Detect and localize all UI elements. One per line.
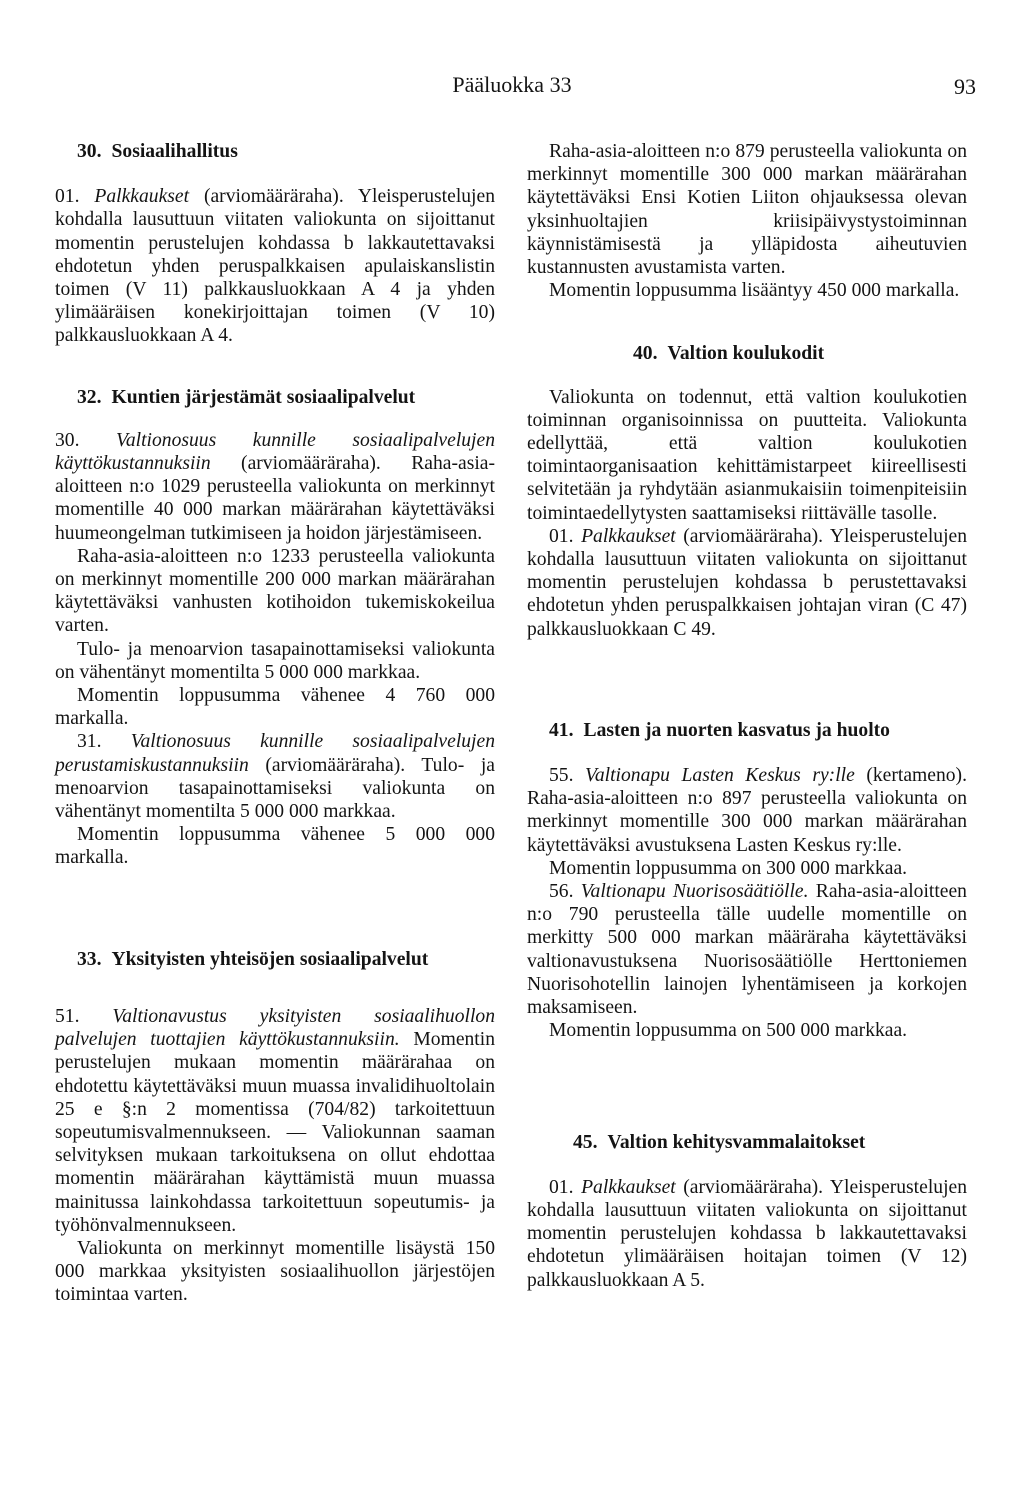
paragraph: Momentin loppusumma on 300 000 markkaa. <box>549 857 908 879</box>
running-title: Pääluokka 33 <box>452 72 572 97</box>
section-heading-40: 40. Valtion koulukodit <box>633 343 825 365</box>
section-heading-32: 32. Kuntien järjestämät sosiaalipalvelut <box>77 386 416 408</box>
section-heading-41: 41. Lasten ja nuorten kasvatus ja huolto <box>549 719 890 741</box>
moment-title: Palkkaukset <box>581 1176 676 1198</box>
section-heading-30: 30. Sosiaalihallitus <box>77 141 238 162</box>
moment-title: Valtionosuus kunnille sosiaalipalvelujen perustamiskustannuksiin <box>55 731 495 776</box>
moment-title: Palkkaukset <box>581 525 676 547</box>
section-heading-45: 45. Valtion kehitysvammalaitokset <box>573 1131 866 1153</box>
paragraph: Valiokunta on merkinnyt momentille lisäystä 150 000 markkaa yksityisten sosiaalihuollon järjestöjen toimintaa varten. <box>55 1237 495 1306</box>
paragraph: Momentin loppusumma vähenee 5 000 000 markalla. <box>55 824 495 869</box>
paragraph: 01. Palkkaukset (arviomääräraha). Yleisperustelujen kohdalla lausuttuun viitaten valiokunta on sijoittanut momentin perustelujen kohdassa b lakkautettavaksi ehdotetun ylimääräisen hoitajan toimen (V 12) palkkausluokkaan A 5. <box>527 1176 968 1291</box>
page-number: 93 <box>954 74 976 99</box>
paragraph: Valiokunta on todennut, että valtion koulukotien toiminnan organisoinnissa on puutteita. Valiokunta edellyttää, että valtion koulukotien toimintaorganisaation kehittämistarpeet kiireellisesti selvitetään ja ryhdytään asianmukaisiin toimenpiteisiin toimintaedellytysten saattamiseksi riittävälle tasolle. <box>527 386 967 524</box>
moment-title: Palkkaukset <box>94 186 190 208</box>
left-column <box>55 140 495 1307</box>
paragraph: Raha-asia-aloitteen n:o 1233 perusteella valiokunta on merkinnyt momentille 200 000 markan määrärahan käytettäväksi vanhusten kotihoidon tukemiskokeilua varten. <box>55 545 495 637</box>
paragraph: Momentin loppusumma vähenee 4 760 000 markalla. <box>55 685 495 730</box>
right-column <box>527 140 967 1292</box>
paragraph: Tulo- ja menoarvion tasapainottamiseksi valiokunta on vähentänyt momentilta 5 000 000 markkaa. <box>55 638 495 683</box>
moment-title: Valtionosuus kunnille sosiaalipalvelujen käyttökustannuksiin <box>55 429 495 475</box>
moment-title: Valtionapu Nuorisosäätiölle. <box>580 881 809 903</box>
paragraph: 01. Palkkaukset (arviomääräraha). Yleisperustelujen kohdalla lausuttuun viitaten valiokunta on sijoittanut momentin perustelujen kohdassa b lakkautettavaksi ehdotetun yhden peruspalkkaisen apulaiskanslistin toimen (V 11) palkkausluokkaan A 4 ja yhden ylimääräisen konekirjoittajan toimen (V 10) palkkausluokkaan A 4. <box>55 186 495 347</box>
paragraph: 30. Valtionosuus kunnille sosiaalipalvelujen käyttökustannuksiin (arviomääräraha). Raha-asia-aloitteen n:o 1029 perusteella valiokunta on merkinnyt momentille 40 000 markan määrärahan käytettäväksi huumeongelman tutkimiseen ja hoidon järjestämiseen. <box>55 429 495 544</box>
page-header <box>0 72 1024 102</box>
paragraph: Momentin loppusumma on 500 000 markkaa. <box>549 1020 908 1042</box>
paragraph: 55. Valtionapu Lasten Keskus ry:lle (kertameno). Raha-asia-aloitteen n:o 897 perusteella valiokunta on merkinnyt momentille 300 000 markan määrärahan käytettäväksi avustuksena Lasten Keskus ry:lle. <box>527 765 967 856</box>
moment-title: Valtionavustus yksityisten sosiaalihuollon palvelujen tuottajien käyttökustannuksiin. <box>55 1005 495 1051</box>
paragraph: 31. Valtionosuus kunnille sosiaalipalvelujen perustamiskustannuksiin (arviomääräraha). Tulo- ja menoarvion tasapainottamiseksi valiokunta on vähentänyt momentilta 5 000 000 markkaa. <box>55 731 495 823</box>
paragraph: Momentin loppusumma lisääntyy 450 000 markalla. <box>549 280 960 302</box>
paragraph: Raha-asia-aloitteen n:o 879 perusteella valiokunta on merkinnyt momentille 300 000 markan määrärahan käytettäväksi Ensi Kotien Liiton ohjauksessa olevan yksinhuoltajien kriisipäivystystoiminnan käynnistämisestä ja ylläpidosta aiheutuvien kustannusten avustamista varten. <box>527 141 967 279</box>
moment-title: Valtionapu Lasten Keskus ry:lle <box>585 765 855 787</box>
paragraph: 51. Valtionavustus yksityisten sosiaalihuollon palvelujen tuottajien käyttökustannuksiin. Momentin perustelujen mukaan momentin määrärahaa on ehdotettu käytettäväksi muun muassa invalidihuoltolain 25 e §:n 2 momentissa (704/82) tarkoitettuun sopeutumisvalmennukseen. — Valiokunnan saaman selvityksen mukaan tarkoituksena on ollut ehdottaa momentin määrärahan käyttämistä muun muassa mainitussa lainkohdassa tarkoitettuun sopeutumis- ja työhönvalmennukseen. <box>55 1005 495 1236</box>
paragraph: 01. Palkkaukset (arviomääräraha). Yleisperustelujen kohdalla lausuttuun viitaten valiokunta on sijoittanut momentin perustelujen kohdassa b perustettavaksi ehdotetun yhden peruspalkkaisen johtajan viran (C 47) palkkausluokkaan C 49. <box>527 525 968 640</box>
paragraph: 56. Valtionapu Nuorisosäätiölle. Raha-asia-aloitteen n:o 790 perusteella tälle uudelle momentille on merkitty 500 000 markan määräraha käytettäväksi valtionavustuksena Nuorisosäätiölle Herttoniemen Nuorisohotellin lainojen lyhentämiseen ja korkojen maksamiseen. <box>527 881 967 1019</box>
section-heading-33: 33. Yksityisten yhteisöjen sosiaalipalvelut <box>77 948 429 970</box>
